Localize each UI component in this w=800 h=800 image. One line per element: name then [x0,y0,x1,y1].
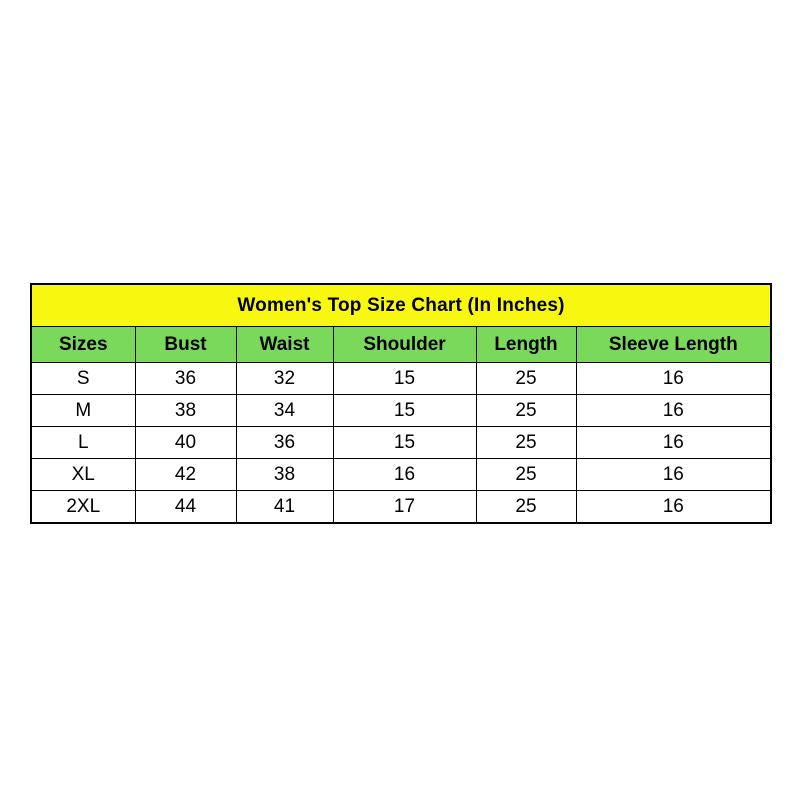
column-header-waist: Waist [236,327,333,363]
column-header-sizes: Sizes [31,327,135,363]
size-chart-container [30,283,770,524]
table-row [31,395,771,427]
cell-bust: 36 [135,363,236,395]
cell-length: 25 [476,491,576,524]
cell-size: L [31,427,135,459]
cell-shoulder: 15 [333,395,476,427]
cell-size: 2XL [31,491,135,524]
chart-title: Women's Top Size Chart (In Inches) [31,284,771,327]
cell-bust: 40 [135,427,236,459]
cell-waist: 34 [236,395,333,427]
size-chart-table [30,283,772,524]
cell-length: 25 [476,427,576,459]
cell-waist: 32 [236,363,333,395]
cell-length: 25 [476,395,576,427]
cell-bust: 42 [135,459,236,491]
cell-sleeve-length: 16 [576,363,771,395]
table-row [31,491,771,524]
cell-size: S [31,363,135,395]
cell-bust: 44 [135,491,236,524]
table-row [31,427,771,459]
cell-shoulder: 17 [333,491,476,524]
cell-shoulder: 15 [333,363,476,395]
cell-length: 25 [476,363,576,395]
cell-size: M [31,395,135,427]
cell-waist: 41 [236,491,333,524]
cell-sleeve-length: 16 [576,491,771,524]
cell-bust: 38 [135,395,236,427]
cell-length: 25 [476,459,576,491]
cell-sleeve-length: 16 [576,395,771,427]
cell-waist: 36 [236,427,333,459]
title-row [31,284,771,327]
table-row [31,363,771,395]
cell-waist: 38 [236,459,333,491]
column-header-sleeve-length: Sleeve Length [576,327,771,363]
cell-shoulder: 15 [333,427,476,459]
cell-sleeve-length: 16 [576,427,771,459]
column-header-bust: Bust [135,327,236,363]
cell-size: XL [31,459,135,491]
cell-sleeve-length: 16 [576,459,771,491]
column-header-shoulder: Shoulder [333,327,476,363]
table-row [31,459,771,491]
cell-shoulder: 16 [333,459,476,491]
column-header-length: Length [476,327,576,363]
table-header-row [31,327,771,363]
